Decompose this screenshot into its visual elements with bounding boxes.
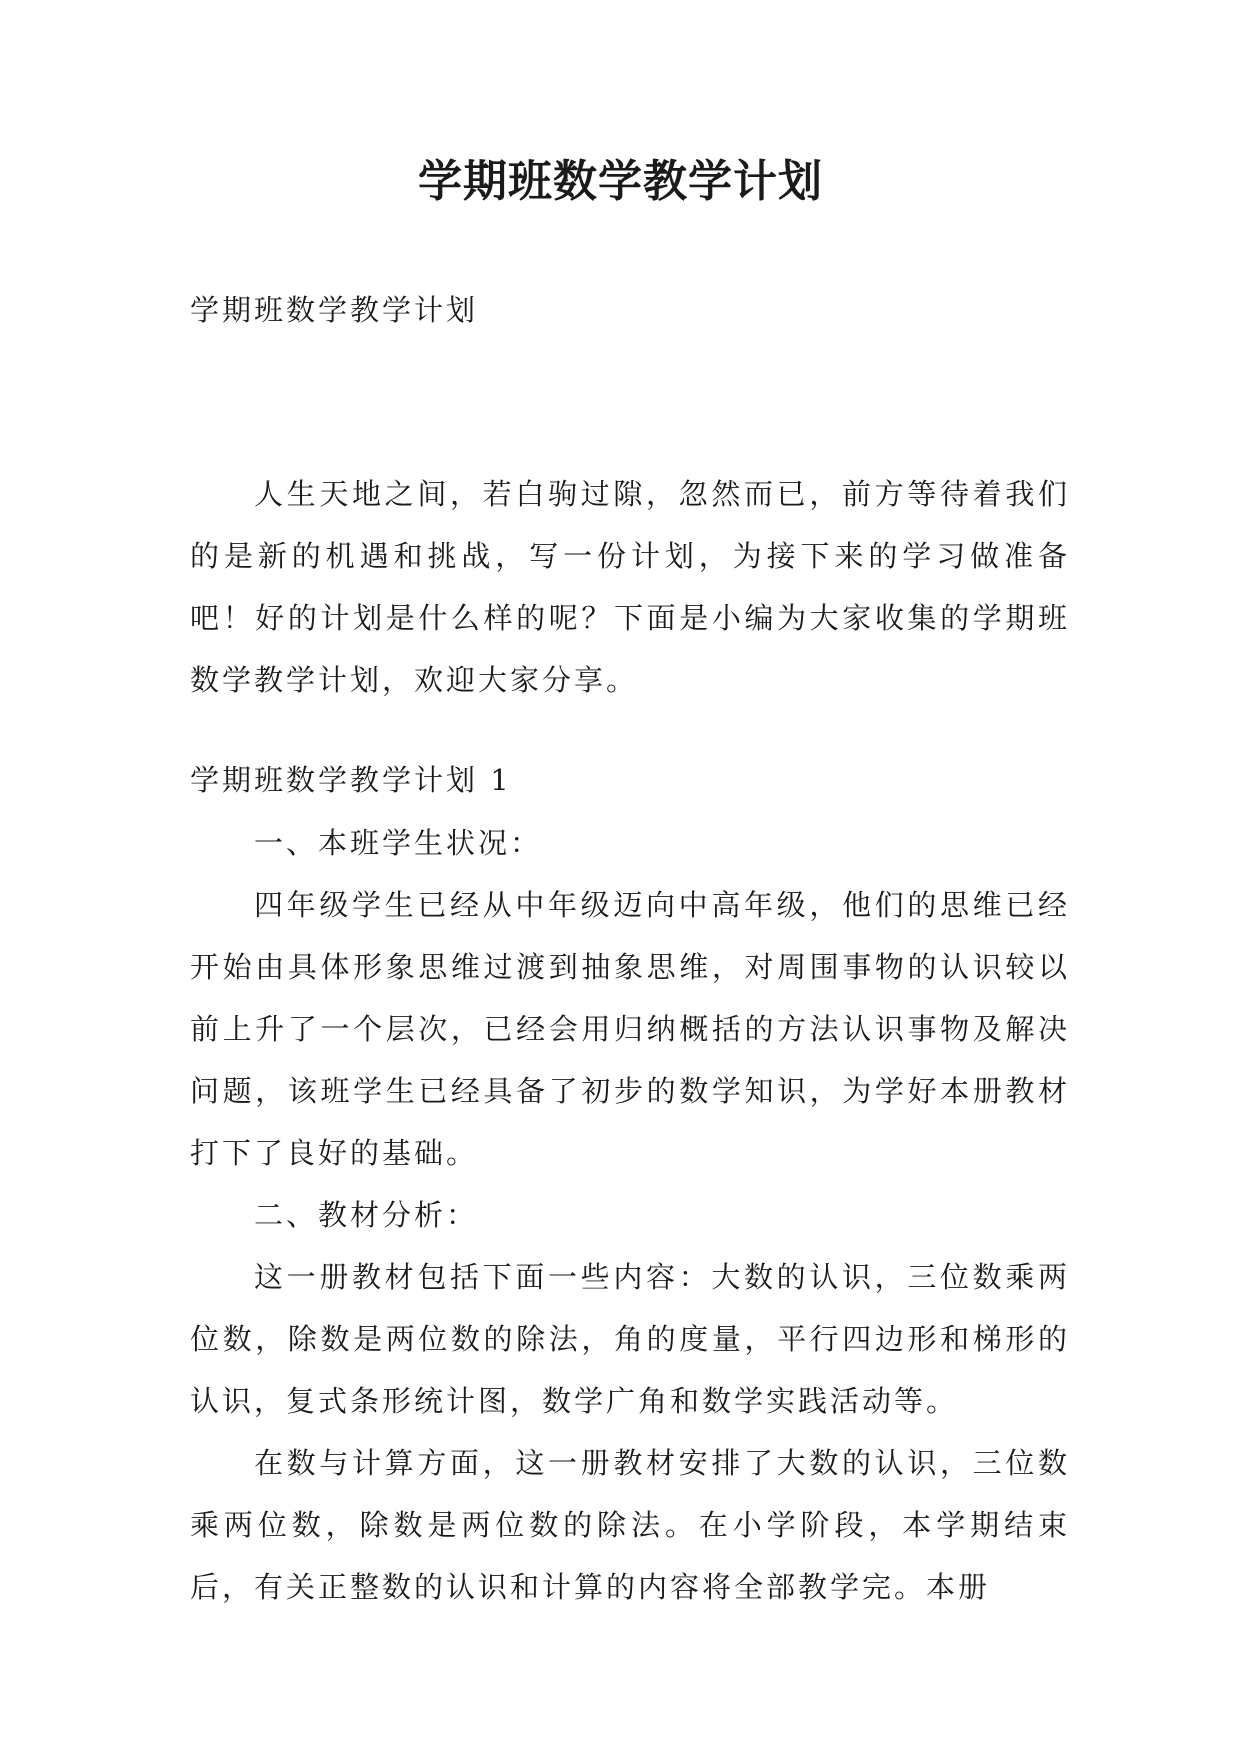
paragraph-textbook-contents: 这一册教材包括下面一些内容：大数的认识，三位数乘两位数，除数是两位数的除法，角的度量，平行四边形和梯形的认识，复式条形统计图，数学广角和数学实践活动等。	[190, 1260, 1070, 1418]
plan-section	[190, 749, 1070, 811]
section-heading-textbook: 二、教材分析：	[254, 1198, 479, 1232]
section-heading-students: 一、本班学生状况：	[254, 826, 543, 860]
document-subtitle: 学期班数学教学计划	[190, 293, 479, 327]
intro-paragraph: 人生天地之间，若白驹过隙，忽然而已，前方等待着我们的是新的机遇和挑战，写一份计划，为接下来的学习做准备吧！好的计划是什么样的呢？下面是小编为大家收集的学期班数学教学计划，欢迎大家分享。	[190, 477, 1070, 697]
paragraph-number-calculation: 在数与计算方面，这一册教材安排了大数的认识，三位数乘两位数，除数是两位数的除法。在小学阶段，本学期结束后，有关正整数的认识和计算的内容将全部教学完。本册	[190, 1446, 1070, 1604]
intro-section	[190, 463, 1070, 711]
plan-heading: 学期班数学教学计划 1	[190, 763, 512, 797]
plan-content	[190, 812, 1070, 1618]
document-title: 学期班数学教学计划	[418, 156, 823, 207]
paragraph-students: 四年级学生已经从中年级迈向中高年级，他们的思维已经开始由具体形象思维过渡到抽象思维，对周围事物的认识较以前上升了一个层次，已经会用归纳概括的方法认识事物及解决问题，该班学生已经具备了初步的数学知识，为学好本册教材打下了良好的基础。	[190, 888, 1070, 1170]
